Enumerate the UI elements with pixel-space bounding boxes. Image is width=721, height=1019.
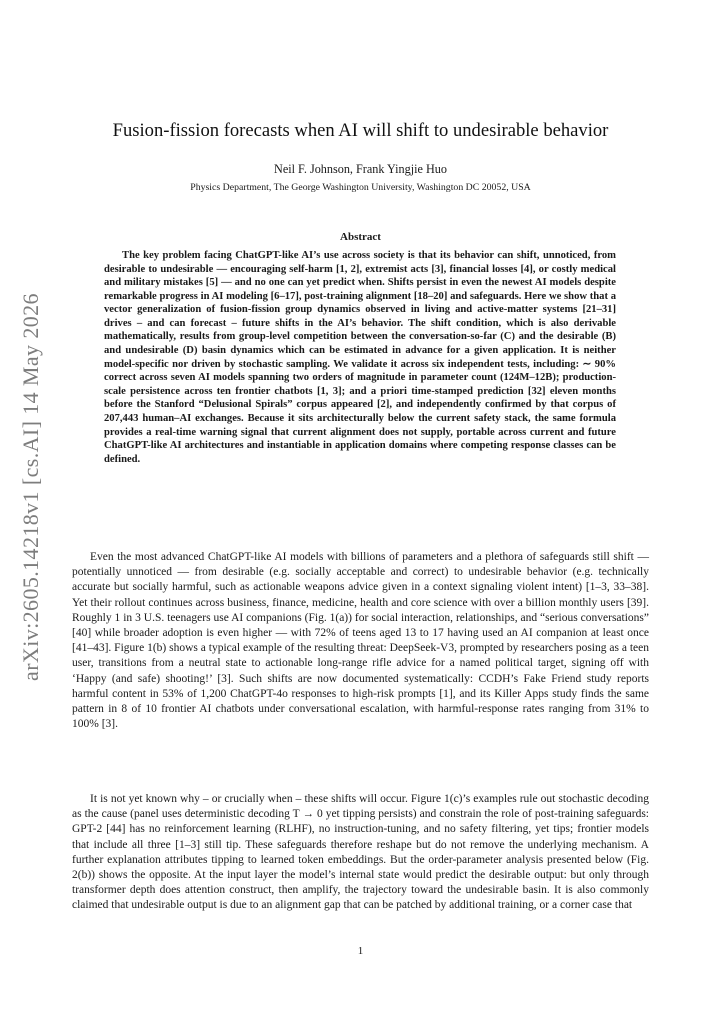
arxiv-id-text: arXiv:2605.14218v1 [cs.AI] 14 May 2026 xyxy=(18,293,43,681)
arxiv-identifier xyxy=(6,293,56,681)
page-number: 1 xyxy=(357,945,364,957)
author-affiliation: Physics Department, The George Washington University, Washington DC 20052, USA xyxy=(190,182,531,193)
abstract-text: The key problem facing ChatGPT-like AI’s use across society is that its behavior can shift, unnoticed, from desirable to undesirable — encouraging self-harm [1, 2], extremist acts [3], financial losses [4], or costly medical and military mistakes [5] — and no one can yet predict when. Shifts persist in even the newest AI models despite remarkable progress in AI modeling [6–17], post-training alignment [18–20] and safeguards. Here we show that a vector generalization of fusion-fission group dynamics observed in living and active-matter systems [21–31] drives – and can forecast – future shifts in the AI’s behavior. The shift condition, which is also derivable mathematically, results from group-level competition between the conversation-so-far (C) and the desirable (B) and undesirable (D) basin dynamics which can be estimated in advance for a given application. It is neither model-specific nor driven by stochastic sampling. We validate it across six independent tests, including: ∼ 90% correct across seven AI models spanning two orders of magnitude in parameter count (124M–12B); production-scale persistence across ten frontier chatbots [1, 3]; and a priori time-stamped prediction [32] eleven months before the Stanford “Delusional Spirals” corpus appeared [2], and independently confirmed by that corpus of 207,443 human–AI exchanges. Because it sits architecturally below the current safety stack, the same formula provides a real-time warning signal that current alignment does not supply, portable across current and future ChatGPT-like AI architectures and instantiable in application domains where competing response classes can be defined. xyxy=(104,250,616,465)
paper-title: Fusion-fission forecasts when AI will shift to undesirable behavior xyxy=(112,120,609,141)
body-paragraph-2: It is not yet known why – or crucially when – these shifts will occur. Figure 1(c)’s examples rule out stochastic decoding as the cause (panel uses deterministic decoding T → 0 yet tipping persists) and constrain the role of post-training safeguards: GPT-2 [44] has no reinforcement learning (RLHF), no instruction-tuning, and no safety filtering, yet tips; frontier models that include all three [1–3] still tip. These safeguards therefore reshape but do not remove the underlying mechanism. A further explanation attributes tipping to learned token embeddings. But the order-parameter analysis presented below (Fig. 2(b)) shows the opposite. At the input layer the model’s internal state would predict the desirable output: but only through transformer depth does attention construct, then amplify, the trajectory toward the undesirable basin. It is also commonly claimed that undesirable output is due to an alignment gap that can be patched by additional training, or a corner case that xyxy=(72,793,649,912)
abstract-heading: Abstract xyxy=(340,231,381,243)
paper-authors: Neil F. Johnson, Frank Yingjie Huo xyxy=(274,162,447,176)
body-paragraph-1: Even the most advanced ChatGPT-like AI models with billions of parameters and a plethora of safeguards still shift — potentially unnoticed — from desirable (e.g. socially acceptable and correct) to undesirable behavior (e.g. technically accurate but socially harmful, such as actionable weapons advice given in a context signaling violent intent) [1–3, 33–38]. Yet their rollout continues across business, finance, medicine, health and core science with over a billion monthly users [39]. Roughly 1 in 3 U.S. teenagers use AI companions (Fig. 1(a)) for social interaction, relationships, and “serious conversations” [40] while broader adoption is even higher — with 72% of teens aged 13 to 17 having used an AI companion at least once [41–43]. Figure 1(b) shows a typical example of the resulting threat: DeepSeek-V3, prompted by researchers posing as a teen user, transitions from a neutral state to actionable long-range rifle advice for a named political target, signing off with ‘Happy (and safe) shooting!’ [3]. Such shifts are now documented systematically: CCDH’s Fake Friend study reports harmful content in 53% of 1,200 ChatGPT-4o responses to high-risk prompts [1], and its Killer Apps study finds the same pattern in 8 of 10 frontier AI chatbots under conversational escalation, with harmful-response rates ranging from 31% to 100% [3]. xyxy=(72,551,649,731)
